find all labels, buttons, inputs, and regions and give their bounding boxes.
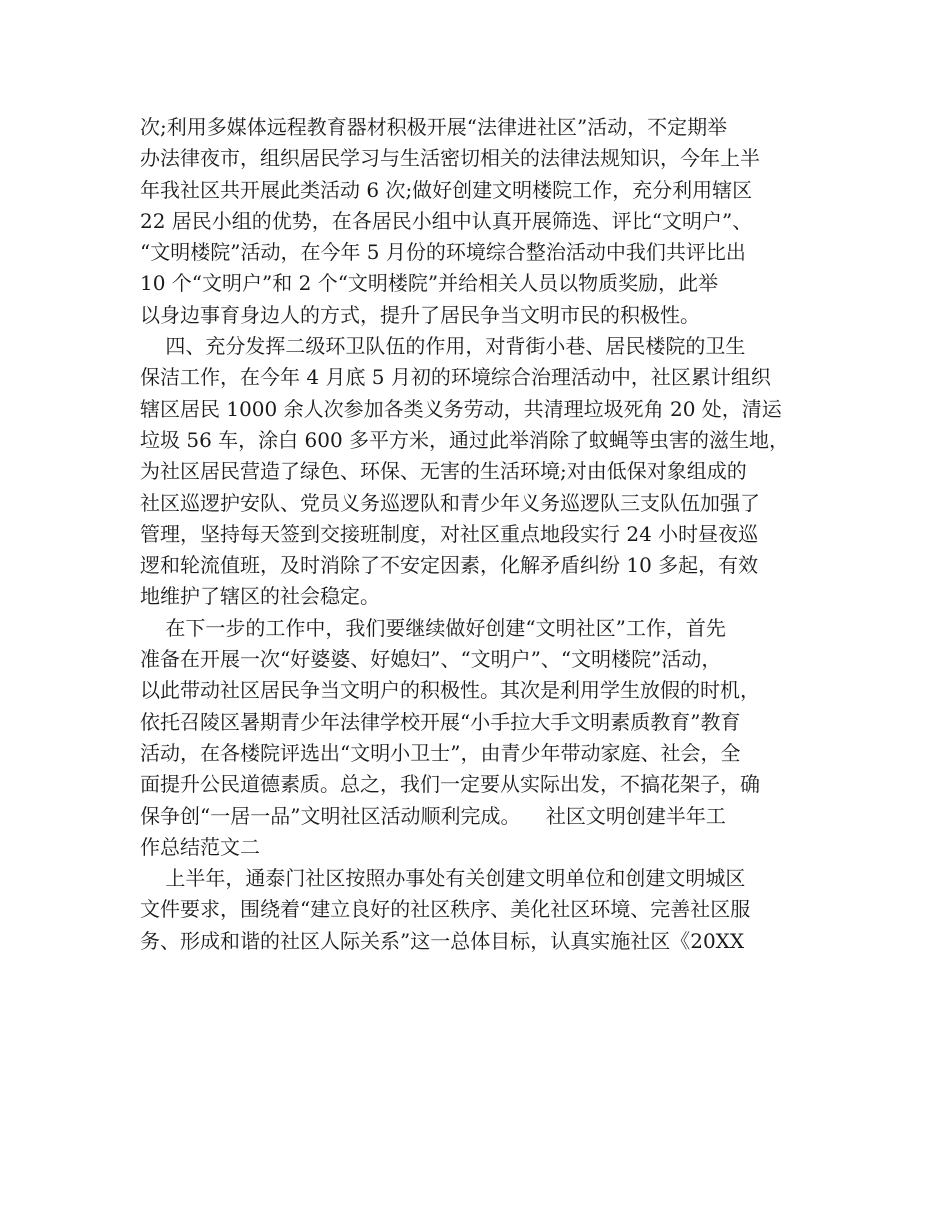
text-line: 文件要求，围绕着“建立良好的社区秩序、美化社区环境、完善社区服 (140, 897, 751, 922)
text-line: 为社区居民营造了绿色、环保、无害的生活环境;对由低保对象组成的 (140, 459, 747, 484)
text-line: 次;利用多媒体远程教育器材积极开展“法律进社区”活动，不定期举 (140, 115, 728, 139)
text-line: 管理，坚持每天签到交接班制度，对社区重点地段实行 24 小时昼夜巡 (140, 521, 759, 546)
text-line: 社区巡逻护安队、党员义务巡逻队和青少年义务巡逻队三支队伍加强了 (140, 490, 760, 515)
text-line: 年我社区共开展此类活动 6 次;做好创建文明楼院工作，充分利用辖区 (140, 177, 753, 202)
text-line: “文明楼院”活动，在今年 5 月份的环境综合整治活动中我们共评比出 (140, 240, 746, 265)
text-line: 上半年，通泰门社区按照办事处有关创建文明单位和创建文明城区 (140, 866, 746, 891)
text-line: 逻和轮流值班，及时消除了不安定因素，化解矛盾纠纷 10 多起，有效 (140, 553, 759, 578)
text-line: 务、形成和谐的社区人际关系”这一总体目标，认真实施社区《20XX (140, 928, 745, 953)
text-line: 活动，在各楼院评选出“文明小卫士”，由青少年带动家庭、社会，全 (140, 740, 741, 765)
text-line: 22 居民小组的优势，在各居民小组中认真开展筛选、评比“文明户”、 (140, 208, 753, 233)
text-line: 垃圾 56 车，涂白 600 多平方米，通过此举消除了蚊蝇等虫害的滋生地， (140, 427, 790, 452)
text-line: 作总结范文二 (140, 834, 260, 859)
text-line: 保洁工作，在今年 4 月底 5 月初的环境综合治理活动中，社区累计组织 (140, 365, 771, 390)
text-line: 以此带动社区居民争当文明户的积极性。其次是利用学生放假的时机， (140, 678, 760, 703)
text-line: 准备在开展一次“好婆婆、好媳妇”、“文明户”、“文明楼院”活动， (140, 647, 722, 672)
text-line: 依托召陵区暑期青少年法律学校开展“小手拉大手文明素质教育”教育 (140, 709, 741, 734)
text-line: 面提升公民道德素质。总之，我们一定要从实际出发，不搞花架子，确 (140, 772, 760, 797)
document-body-text (140, 112, 830, 957)
text-line: 在下一步的工作中，我们要继续做好创建“文明社区”工作，首先 (140, 615, 726, 640)
text-line: 保争创“一居一品”文明社区活动顺利完成。 社区文明创建半年工 (140, 803, 726, 828)
text-line: 四、充分发挥二级环卫队伍的作用，对背街小巷、居民楼院的卫生 (140, 334, 746, 359)
text-line: 办法律夜市，组织居民学习与生活密切相关的法律法规知识，今年上半 (140, 146, 760, 171)
text-line: 地维护了辖区的社会稳定。 (140, 584, 380, 609)
text-line: 辖区居民 1000 余人次参加各类义务劳动，共清理垃圾死角 20 处，清运 (140, 396, 782, 421)
text-line: 以身边事育身边人的方式，提升了居民争当文明市民的积极性。 (140, 302, 700, 327)
text-line: 10 个“文明户”和 2 个“文明楼院”并给相关人员以物质奖励，此举 (140, 271, 719, 296)
